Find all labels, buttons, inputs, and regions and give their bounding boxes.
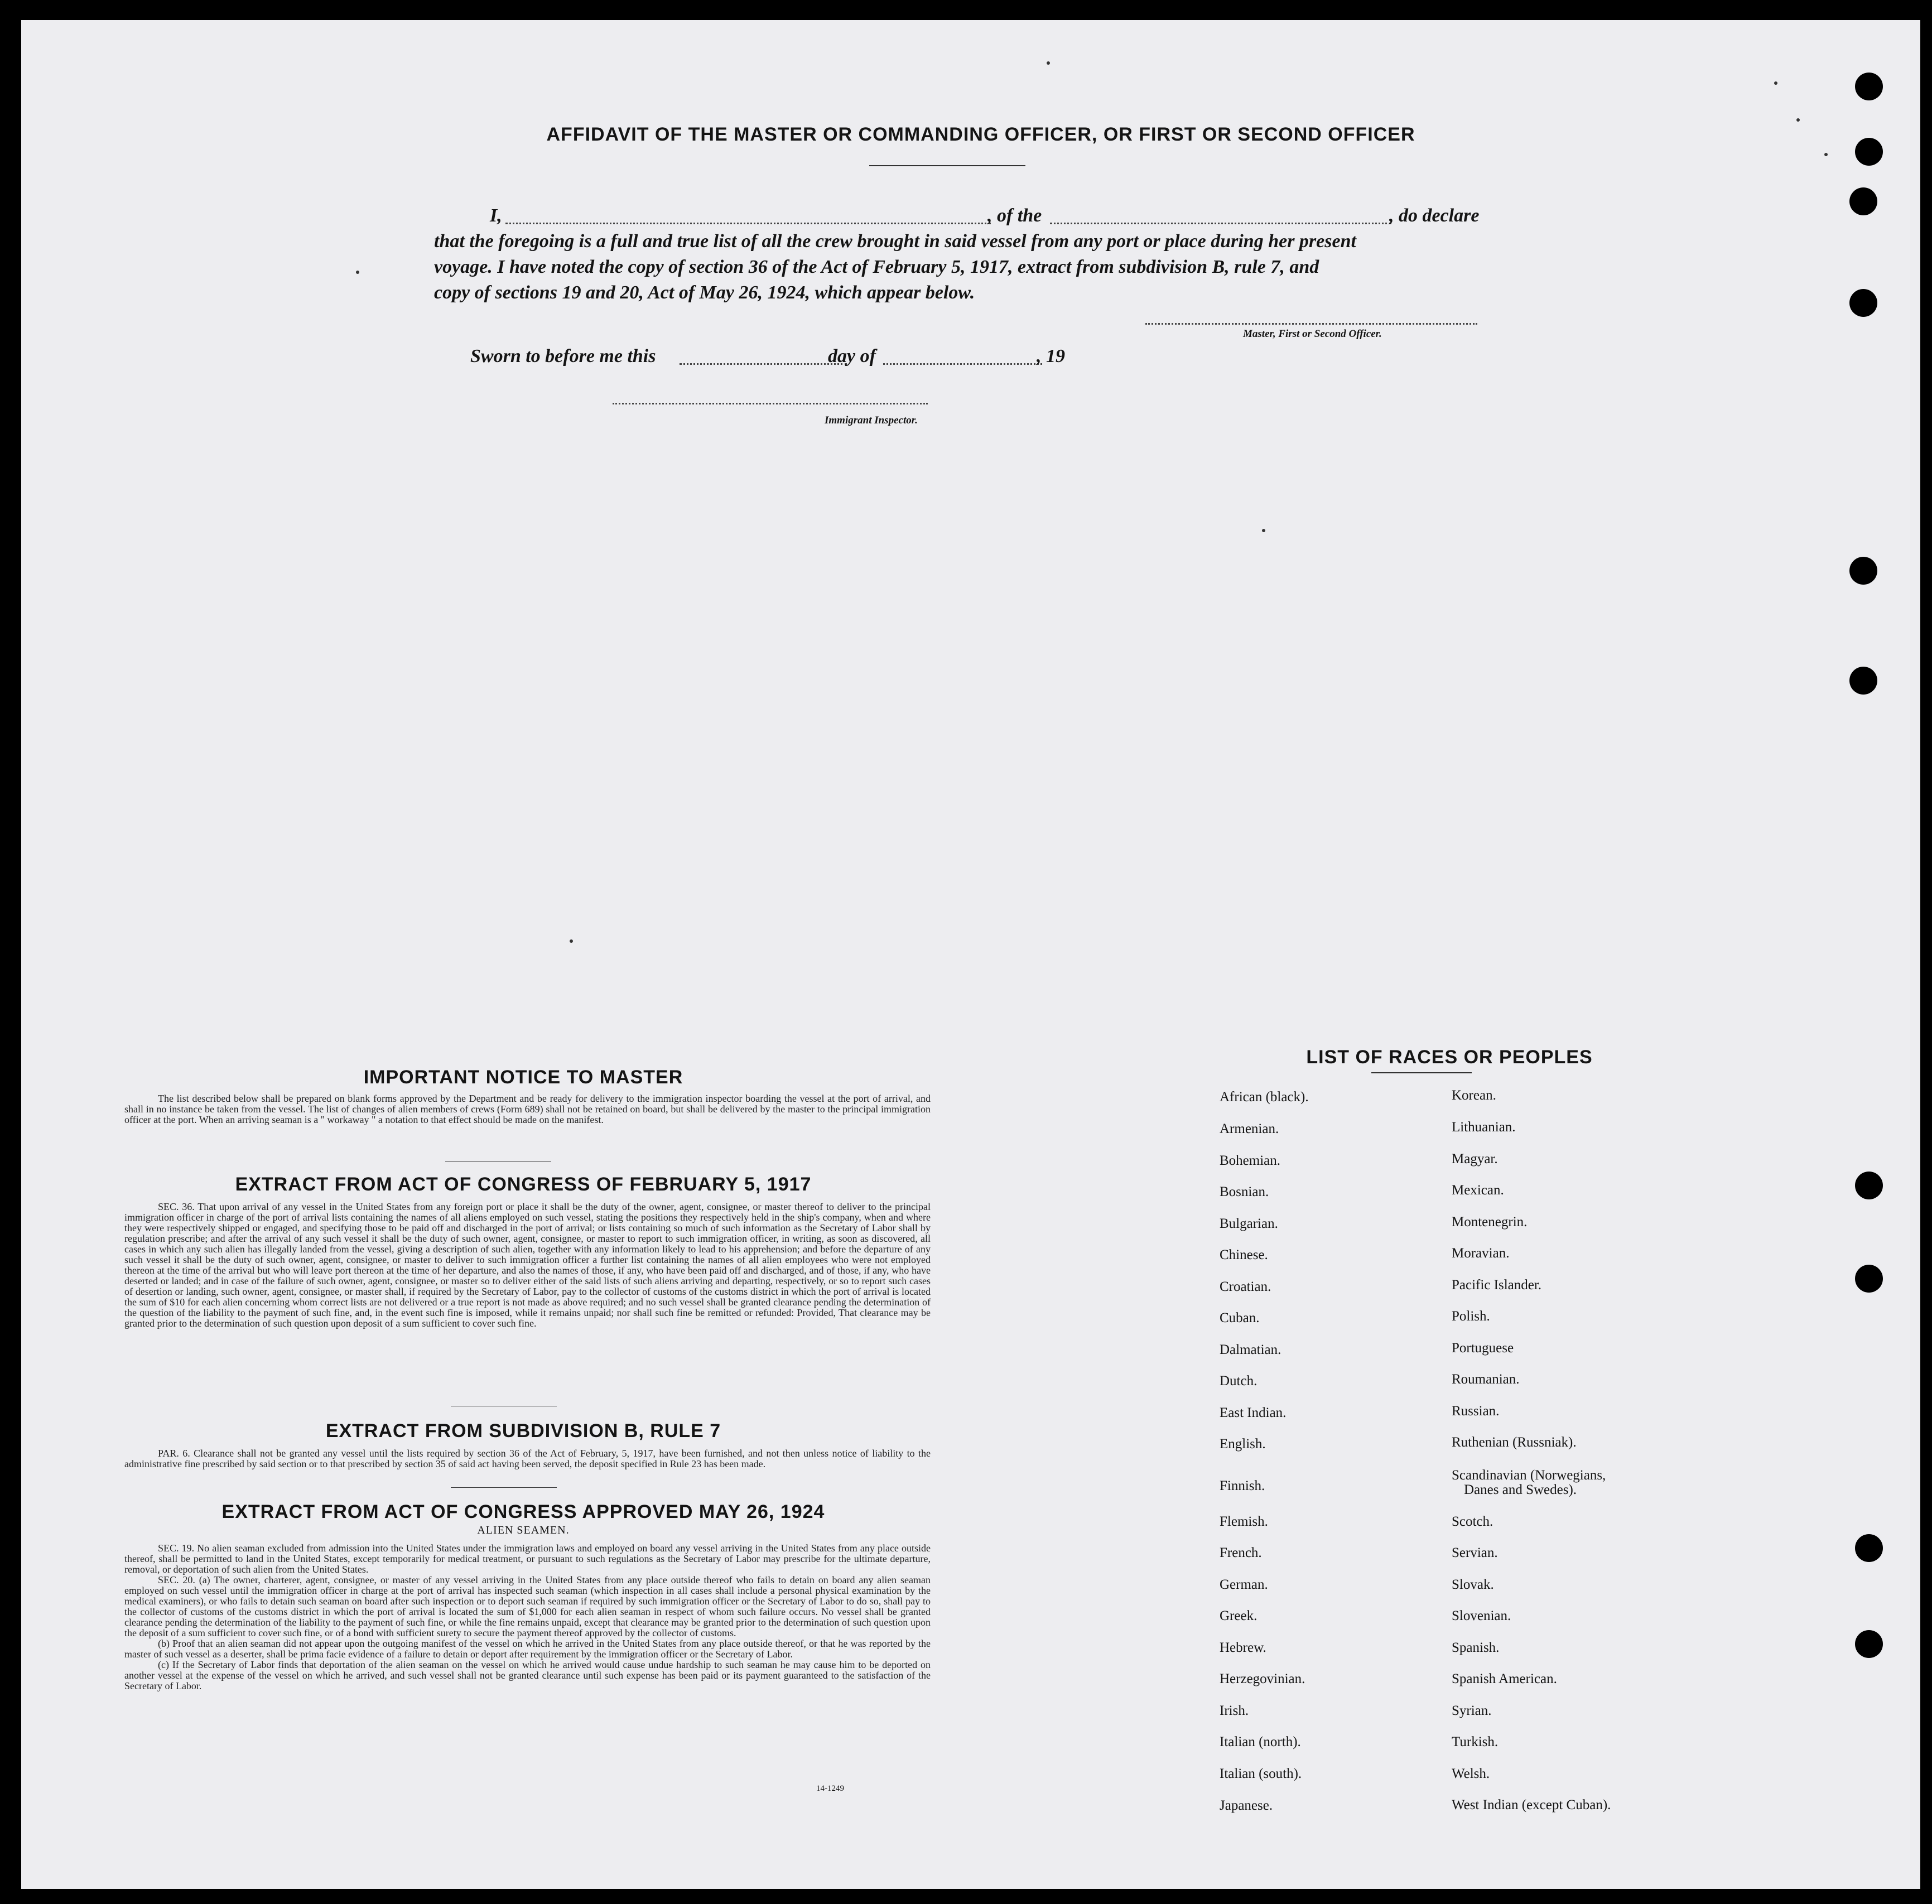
- race-item: Pacific Islander.: [1452, 1278, 1542, 1293]
- race-item: Chinese.: [1220, 1247, 1268, 1262]
- race-item: Polish.: [1452, 1309, 1490, 1324]
- race-item: Syrian.: [1452, 1703, 1492, 1718]
- affidavit-i: I,: [490, 205, 502, 226]
- race-item: Portuguese: [1452, 1341, 1514, 1356]
- race-item: Roumanian.: [1452, 1372, 1520, 1387]
- race-item: Armenian.: [1220, 1121, 1279, 1136]
- par-6-paragraph: PAR. 6. Clearance shall not be granted any vessel until the lists required by section 36 of the Act of February, 5, 1917, have been furnished, and not then unless notice of liability to the administrative fine prescribed by said section or to that prescribed by section 35 of said act having been served, the deposit specified in Rule 23 has been made.: [124, 1448, 931, 1469]
- punch-hole: [1855, 1172, 1883, 1199]
- form-number: 14-1249: [816, 1784, 844, 1793]
- affidavit-title: AFFIDAVIT OF THE MASTER OR COMMANDING OFFICER, OR FIRST OR SECOND OFFICER: [546, 124, 1415, 145]
- race-item: Greek.: [1220, 1608, 1258, 1623]
- punch-hole: [1849, 667, 1877, 695]
- notice-paragraph: The list described below shall be prepared on blank forms approved by the Department and be ready for delivery to the immigration inspector boarding the vessel at the port of arrival, and shall in no instance be taken from the vessel. The list of changes of alien members of crews (Form 689) shall not be retained on board, but shall be delivered by the master to the principal immigration officer at the port. When an arriving seaman is a " workaway " a notation to that effect should be made on the manifest.: [124, 1093, 931, 1125]
- extract-1917-title: EXTRACT FROM ACT OF CONGRESS OF FEBRUARY 5, 1917: [235, 1174, 812, 1195]
- race-item: Moravian.: [1452, 1246, 1510, 1261]
- punch-hole: [1855, 73, 1883, 100]
- punch-hole: [1849, 557, 1877, 585]
- race-item: Welsh.: [1452, 1766, 1490, 1781]
- punch-hole: [1849, 187, 1877, 215]
- affidavit-declare: , do declare: [1389, 205, 1480, 226]
- punch-hole: [1855, 138, 1883, 166]
- section-19-paragraph: SEC. 19. No alien seaman excluded from admission into the United States under the immigration laws and employed on board any vessel arriving in the United States from any place outside thereof, shall be permitted to land in the United States, except temporarily for medical treatment, or pursuant to such regulations as the Secretary of Labor may prescribe for the ultimate departure, removal, or deportation of such alien from the United States.: [124, 1543, 931, 1575]
- race-item: Servian.: [1452, 1545, 1498, 1560]
- race-item: Flemish.: [1220, 1514, 1268, 1529]
- section-20b-paragraph: (b) Proof that an alien seaman did not appear upon the outgoing manifest of the vessel on which he arrived in the United States from any place outside thereof, or that he was reported by the master of such vessel as a deserter, shall be prima facie evidence of a failure to detain or deport after requirement by the immigration officer or the Secretary of Labor.: [124, 1638, 931, 1660]
- race-item: Russian.: [1452, 1404, 1500, 1419]
- race-item: Slovenian.: [1452, 1608, 1511, 1623]
- race-item: Croatian.: [1220, 1279, 1271, 1294]
- punch-hole: [1855, 1265, 1883, 1293]
- document-page: [21, 20, 1920, 1889]
- section-36-paragraph: SEC. 36. That upon arrival of any vessel in the United States from any foreign port or place it shall be the duty of the owner, agent, consignee, or master thereof to deliver to the principal immigration officer in charge of the port of arrival lists containing the names of all aliens employed on such vessel, stating the positions they respectively held in the ship's company, when and where they were respectively shipped or engaged, and specifying those to be paid off and discharged in the port of arrival; or lists containing so much of such information as the Secretary of Labor shall by regulation prescribe; and after the arrival of any such vessel it shall be the duty of such owner, agent, consignee, or master to report to such immigration officer, in writing, as soon as discovered, all cases in which any such alien has illegally landed from the vessel, giving a description of such alien, together with any information likely to lead to his apprehension; and before the departure of any such vessel it shall be the duty of such owner, agent, consignee, or master to deliver to such immigration officer a further list containing the names of all alien employees who were not employed thereon at the time of the arrival but who will leave port thereon at the time of her departure, and also the names of those, if any, who have been paid off and discharged, and of those, if any, who have deserted or landed; and in case of the failure of such owner, agent, consignee, or master so to deliver either of the said lists of such aliens arriving and departing, respectively, or so to report such cases of desertion or landing, such owner, agent, consignee, or master shall, if required by the Secretary of Labor, pay to the collector of customs of the customs district in which the port of arrival is located the sum of $10 for each alien concerning whom correct lists are not delivered or a true report is not made as above required; and no such vessel shall be granted clearance pending the determination of the question of the liability to the payment of such fine, and, in the event such fine is imposed, while it remains unpaid; nor shall such fine be remitted or refunded: Provided, That clearance may be granted prior to the determination of such question upon deposit of a sum sufficient to cover such fine.: [124, 1201, 931, 1329]
- notice-title: IMPORTANT NOTICE TO MASTER: [363, 1067, 683, 1088]
- page-speck: [356, 271, 359, 274]
- section-20c-paragraph: (c) If the Secretary of Labor finds that deportation of the alien seaman on the vessel on which he arrived would cause undue hardship to such seaman he may cause him to be deported on another vessel at the expense of the vessel on which he arrived, and such vessel shall not be granted clearance until such expense has been paid or its payment guaranteed to the satisfaction of the Secretary of Labor.: [124, 1659, 931, 1691]
- race-item: Bosnian.: [1220, 1184, 1269, 1199]
- race-item: Herzegovinian.: [1220, 1671, 1305, 1686]
- race-item: German.: [1220, 1577, 1268, 1592]
- inspector-signature-line[interactable]: [613, 403, 928, 404]
- affidavit-line-3: voyage. I have noted the copy of section 36 of the Act of February 5, 1917, extract from subdivision B, rule 7, and: [434, 257, 1319, 277]
- race-item: Cuban.: [1220, 1310, 1260, 1325]
- rule-7-divider: [451, 1487, 557, 1488]
- page-speck: [1824, 153, 1828, 156]
- races-title: LIST OF RACES OR PEOPLES: [1306, 1047, 1593, 1068]
- notice-body: [124, 1093, 931, 1125]
- sworn-day-of: day of: [828, 346, 876, 367]
- punch-hole: [1849, 289, 1877, 317]
- race-item: Slovak.: [1452, 1577, 1494, 1592]
- race-item: Bulgarian.: [1220, 1216, 1278, 1231]
- races-title-underline: [1371, 1072, 1472, 1073]
- race-item: Hebrew.: [1220, 1640, 1266, 1655]
- race-item: Lithuanian.: [1452, 1120, 1516, 1135]
- race-item: East Indian.: [1220, 1405, 1287, 1420]
- affidavit-line-4: copy of sections 19 and 20, Act of May 26, 1924, which appear below.: [434, 282, 975, 303]
- race-item: Japanese.: [1220, 1798, 1273, 1813]
- affidavit-of-the: , of the: [987, 205, 1042, 226]
- race-item: Korean.: [1452, 1088, 1496, 1103]
- race-item: French.: [1220, 1545, 1262, 1560]
- rule-7-title: EXTRACT FROM SUBDIVISION B, RULE 7: [325, 1420, 721, 1442]
- page-speck: [570, 939, 573, 943]
- rule-7-body: [124, 1448, 931, 1469]
- name-blank[interactable]: [505, 223, 991, 224]
- race-item: Ruthenian (Russniak).: [1452, 1435, 1577, 1450]
- race-item: West Indian (except Cuban).: [1452, 1797, 1611, 1813]
- race-item: Scandinavian (Norwegians,: [1452, 1468, 1606, 1483]
- page-speck: [1047, 61, 1050, 65]
- punch-hole: [1855, 1534, 1883, 1562]
- race-item: Italian (south).: [1220, 1766, 1302, 1781]
- inspector-label: Immigrant Inspector.: [825, 414, 918, 426]
- page-speck: [1796, 118, 1800, 122]
- race-item: Bohemian.: [1220, 1153, 1281, 1168]
- sworn-prefix: Sworn to before me this: [470, 346, 656, 367]
- master-signature-label: Master, First or Second Officer.: [1243, 328, 1382, 340]
- race-item: Spanish American.: [1452, 1671, 1557, 1686]
- affidavit-line-2: that the foregoing is a full and true list of all the crew brought in said vessel from any port or place during her present: [434, 231, 1356, 252]
- extract-1924-title: EXTRACT FROM ACT OF CONGRESS APPROVED MAY 26, 1924: [221, 1501, 825, 1522]
- page-speck: [1262, 529, 1265, 532]
- extract-1917-body: [124, 1202, 931, 1329]
- race-item-wrap: Danes and Swedes).: [1464, 1482, 1577, 1497]
- title-underline: [869, 165, 1025, 166]
- race-item: Spanish.: [1452, 1640, 1500, 1655]
- vessel-blank[interactable]: [1050, 223, 1391, 224]
- sworn-month-blank[interactable]: [883, 363, 1042, 365]
- master-signature-line[interactable]: [1145, 323, 1477, 325]
- section-20a-paragraph: SEC. 20. (a) The owner, charterer, agent, consignee, or master of any vessel arriving in the United States from any place outside thereof who fails to detain on board any alien seaman employed on such vessel until the immigration officer in charge at the port of arrival has inspected such seaman (which inspection in all cases shall include a personal physical examination by the medical examiners), or who fails to detain such seaman on board after such inspection or to deport such seaman if required by such immigration officer or the Secretary of Labor to do so, shall pay to the collector of customs of the customs district in which the port of arrival is located the sum of $1,000 for each alien seaman in respect of whom such failure occurs. No vessel shall be granted clearance pending the determination of the liability to the payment of such fine, or while the fine remains unpaid, except that clearance may be granted prior to the determination of such question upon the deposit of a sum sufficient to cover such fine, or of a bond with sufficient surety to secure the payment thereof approved by the collector of customs.: [124, 1574, 931, 1638]
- race-item: Mexican.: [1452, 1183, 1504, 1198]
- page-speck: [1774, 81, 1777, 85]
- race-item: Scotch.: [1452, 1514, 1493, 1529]
- race-item: Montenegrin.: [1452, 1214, 1528, 1230]
- race-item: Finnish.: [1220, 1478, 1265, 1493]
- extract-1924-body: [124, 1543, 931, 1691]
- race-item: Italian (north).: [1220, 1734, 1301, 1749]
- race-item: Dalmatian.: [1220, 1342, 1281, 1357]
- punch-hole: [1855, 1630, 1883, 1658]
- race-item: Dutch.: [1220, 1373, 1258, 1389]
- alien-seamen-subtitle: ALIEN SEAMEN.: [477, 1524, 570, 1536]
- race-item: Irish.: [1220, 1703, 1249, 1718]
- race-item: Magyar.: [1452, 1151, 1498, 1166]
- race-item: Turkish.: [1452, 1734, 1499, 1749]
- race-item: English.: [1220, 1437, 1266, 1452]
- sworn-year: , 19: [1037, 346, 1065, 367]
- sworn-day-blank[interactable]: [680, 363, 847, 365]
- race-item: African (black).: [1220, 1090, 1309, 1105]
